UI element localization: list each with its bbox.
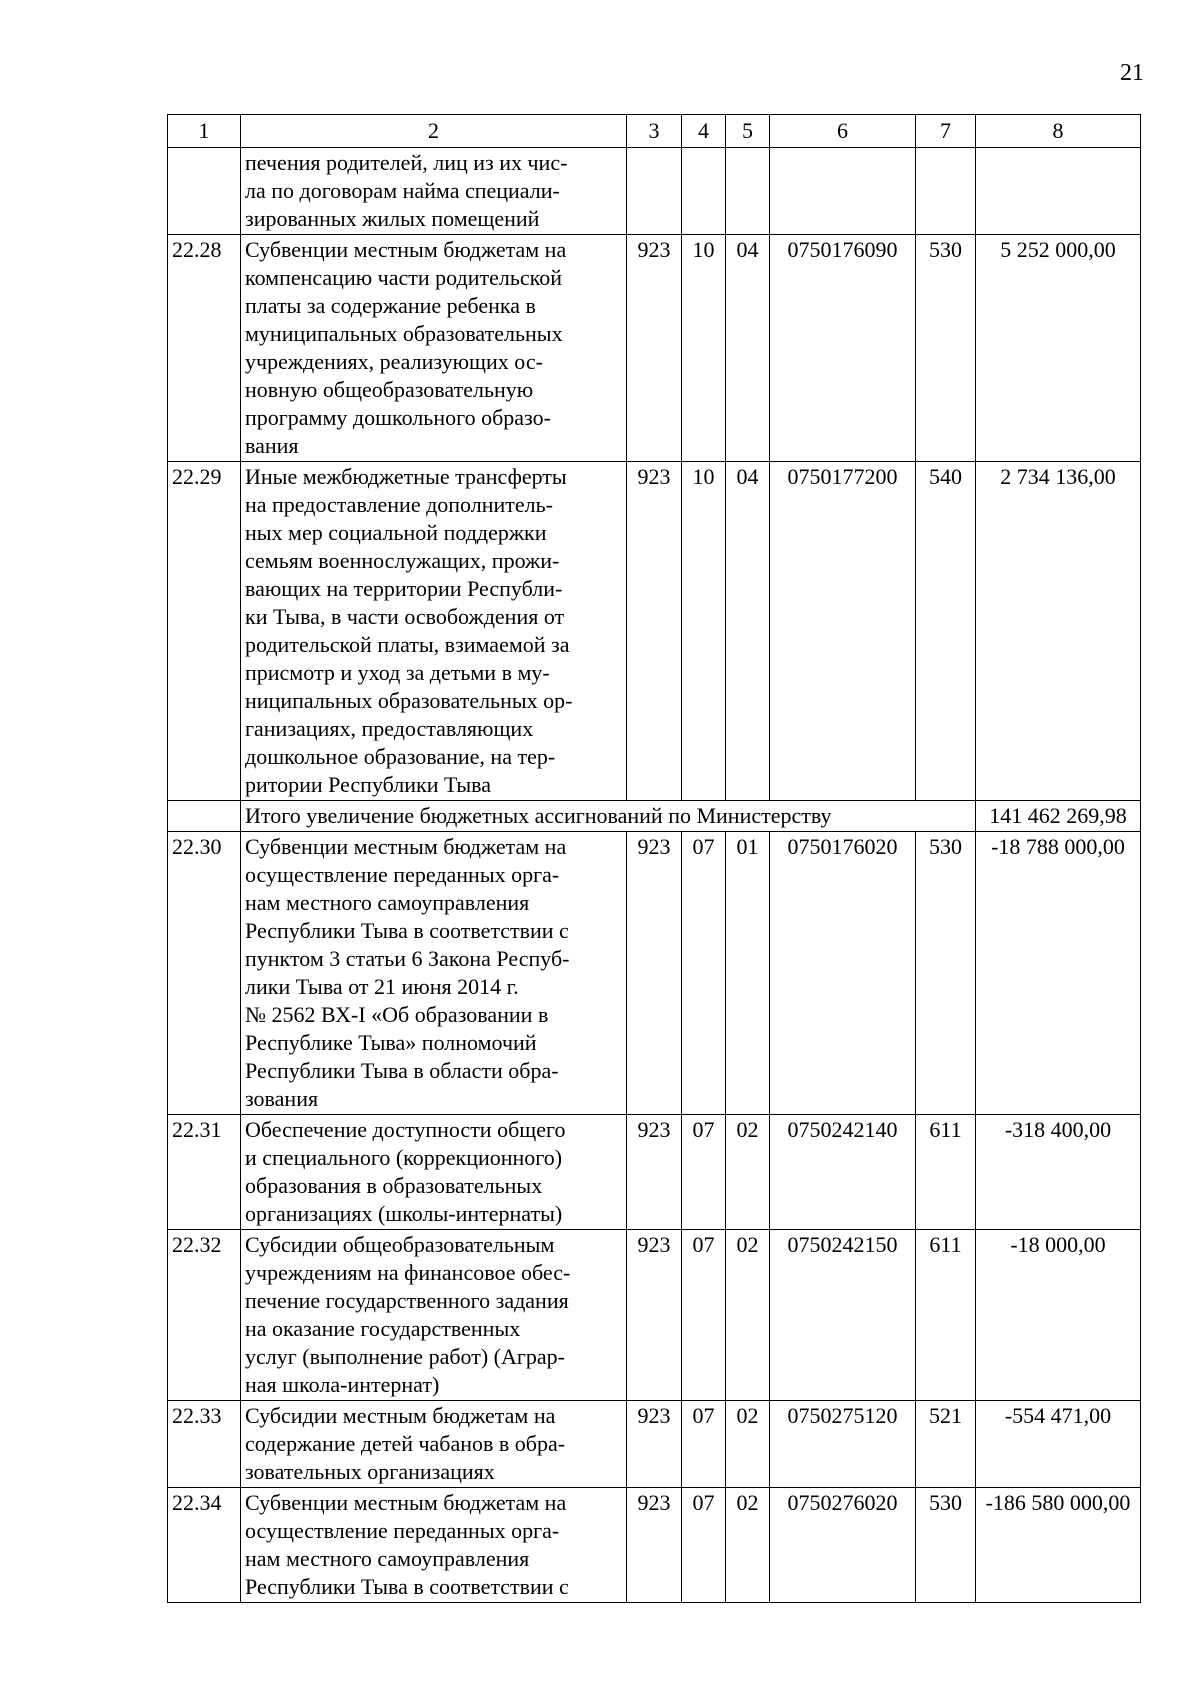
table-row — [168, 1401, 1141, 1488]
table-row — [168, 1488, 1141, 1603]
column-header: 2 — [241, 115, 627, 148]
row-description-text: Субвенции местным бюджетам на осуществление переданных орга- нам местного самоуправления Республики Тыва в соответствии с пунктом 3 статьи 6 Закона Респуб- лики Тыва от 21 июня 2014 г. № 2562 ВХ-I «Об образовании в Республике Тыва» полномочий Республики Тыва в области обра- зования — [245, 834, 570, 1111]
expense-type-code: 530 — [916, 235, 976, 462]
amount — [976, 148, 1141, 235]
expense-type-code: 521 — [916, 1401, 976, 1488]
target-article-code: 0750275120 — [770, 1401, 916, 1488]
ministry-code: 923 — [627, 1401, 682, 1488]
column-header: 6 — [770, 115, 916, 148]
section-code: 10 — [682, 462, 726, 801]
row-number: 22.31 — [168, 1115, 241, 1230]
total-label: Итого увеличение бюджетных ассигнований по Министерству — [245, 803, 832, 828]
row-number: 22.30 — [168, 832, 241, 1115]
table-row — [168, 235, 1141, 462]
row-description-text: печения родителей, лиц из их чис- ла по договорам найма специали- зированных жилых помещений — [245, 150, 568, 231]
row-description — [241, 462, 627, 801]
ministry-code: 923 — [627, 462, 682, 801]
row-number — [168, 148, 241, 235]
row-number: 22.33 — [168, 1401, 241, 1488]
row-description — [241, 1488, 627, 1603]
target-article-code: 0750276020 — [770, 1488, 916, 1603]
expense-type-code — [916, 148, 976, 235]
amount: -554 471,00 — [976, 1401, 1141, 1488]
total-label-cell — [241, 801, 976, 832]
target-article-code — [770, 148, 916, 235]
ministry-code: 923 — [627, 235, 682, 462]
subsection-code: 02 — [726, 1115, 770, 1230]
target-article-code: 0750176020 — [770, 832, 916, 1115]
table-row — [168, 1230, 1141, 1401]
column-header: 5 — [726, 115, 770, 148]
amount: -318 400,00 — [976, 1115, 1141, 1230]
column-header: 1 — [168, 115, 241, 148]
subsection-code: 02 — [726, 1488, 770, 1603]
table-row — [168, 832, 1141, 1115]
page-number: 21 — [1120, 60, 1144, 86]
row-number: 22.32 — [168, 1230, 241, 1401]
row-description-text: Субвенции местным бюджетам на осуществление переданных орга- нам местного самоуправления Республики Тыва в соответствии с — [245, 1490, 569, 1599]
total-row — [168, 801, 1141, 832]
column-header: 4 — [682, 115, 726, 148]
ministry-code: 923 — [627, 1115, 682, 1230]
expense-type-code: 540 — [916, 462, 976, 801]
row-description-text: Субвенции местным бюджетам на компенсацию части родительской платы за содержание ребенка в муниципальных образовательных учреждениях, реализующих ос- новную общеобразовательную программу дошкольного образо- вания — [245, 237, 567, 458]
ministry-code: 923 — [627, 832, 682, 1115]
target-article-code: 0750177200 — [770, 462, 916, 801]
amount: -18 000,00 — [976, 1230, 1141, 1401]
row-description — [241, 832, 627, 1115]
table-row — [168, 148, 1141, 235]
expense-type-code: 611 — [916, 1230, 976, 1401]
table-row — [168, 1115, 1141, 1230]
column-header: 7 — [916, 115, 976, 148]
row-description-text: Иные межбюджетные трансферты на предоставление дополнитель- ных мер социальной поддержки семьям военнослужащих, прожи- вающих на территории Республи- ки Тыва, в части освобождения от родительской платы, взимаемой за присмотр и уход за детьми в му- ниципальных образовательных ор- ганизациях, предоставляющих дошкольное образование, на тер- ритории Республики Тыва — [245, 464, 573, 797]
row-description — [241, 1401, 627, 1488]
subsection-code — [726, 148, 770, 235]
table-header-row — [168, 115, 1141, 148]
section-code: 10 — [682, 235, 726, 462]
row-number: 22.28 — [168, 235, 241, 462]
row-number: 22.29 — [168, 462, 241, 801]
column-header: 8 — [976, 115, 1141, 148]
row-description — [241, 235, 627, 462]
total-amount: 141 462 269,98 — [976, 801, 1141, 832]
row-description-text: Субсидии общеобразовательным учреждениям на финансовое обес- печение государственного задания на оказание государственных услуг (выполнение работ) (Аграр- ная школа-интернат) — [245, 1232, 571, 1397]
table-row — [168, 462, 1141, 801]
budget-table — [167, 114, 1141, 1603]
amount: 5 252 000,00 — [976, 235, 1141, 462]
section-code: 07 — [682, 1230, 726, 1401]
target-article-code: 0750242150 — [770, 1230, 916, 1401]
subsection-code: 02 — [726, 1401, 770, 1488]
amount: 2 734 136,00 — [976, 462, 1141, 801]
target-article-code: 0750176090 — [770, 235, 916, 462]
expense-type-code: 611 — [916, 1115, 976, 1230]
expense-type-code: 530 — [916, 832, 976, 1115]
subsection-code: 01 — [726, 832, 770, 1115]
section-code — [682, 148, 726, 235]
target-article-code: 0750242140 — [770, 1115, 916, 1230]
ministry-code: 923 — [627, 1230, 682, 1401]
amount: -186 580 000,00 — [976, 1488, 1141, 1603]
section-code: 07 — [682, 1401, 726, 1488]
expense-type-code: 530 — [916, 1488, 976, 1603]
section-code: 07 — [682, 1488, 726, 1603]
subsection-code: 02 — [726, 1230, 770, 1401]
subsection-code: 04 — [726, 235, 770, 462]
row-description-text: Обеспечение доступности общего и специального (коррекционного) образования в образовательных организациях (школы-интернаты) — [245, 1117, 566, 1226]
section-code: 07 — [682, 1115, 726, 1230]
section-code: 07 — [682, 832, 726, 1115]
row-description — [241, 1115, 627, 1230]
row-number: 22.34 — [168, 1488, 241, 1603]
row-description-text: Субсидии местным бюджетам на содержание детей чабанов в обра- зовательных организациях — [245, 1403, 566, 1484]
ministry-code: 923 — [627, 1488, 682, 1603]
amount: -18 788 000,00 — [976, 832, 1141, 1115]
row-description — [241, 148, 627, 235]
ministry-code — [627, 148, 682, 235]
total-row-number-cell — [168, 801, 241, 832]
column-header: 3 — [627, 115, 682, 148]
subsection-code: 04 — [726, 462, 770, 801]
row-description — [241, 1230, 627, 1401]
